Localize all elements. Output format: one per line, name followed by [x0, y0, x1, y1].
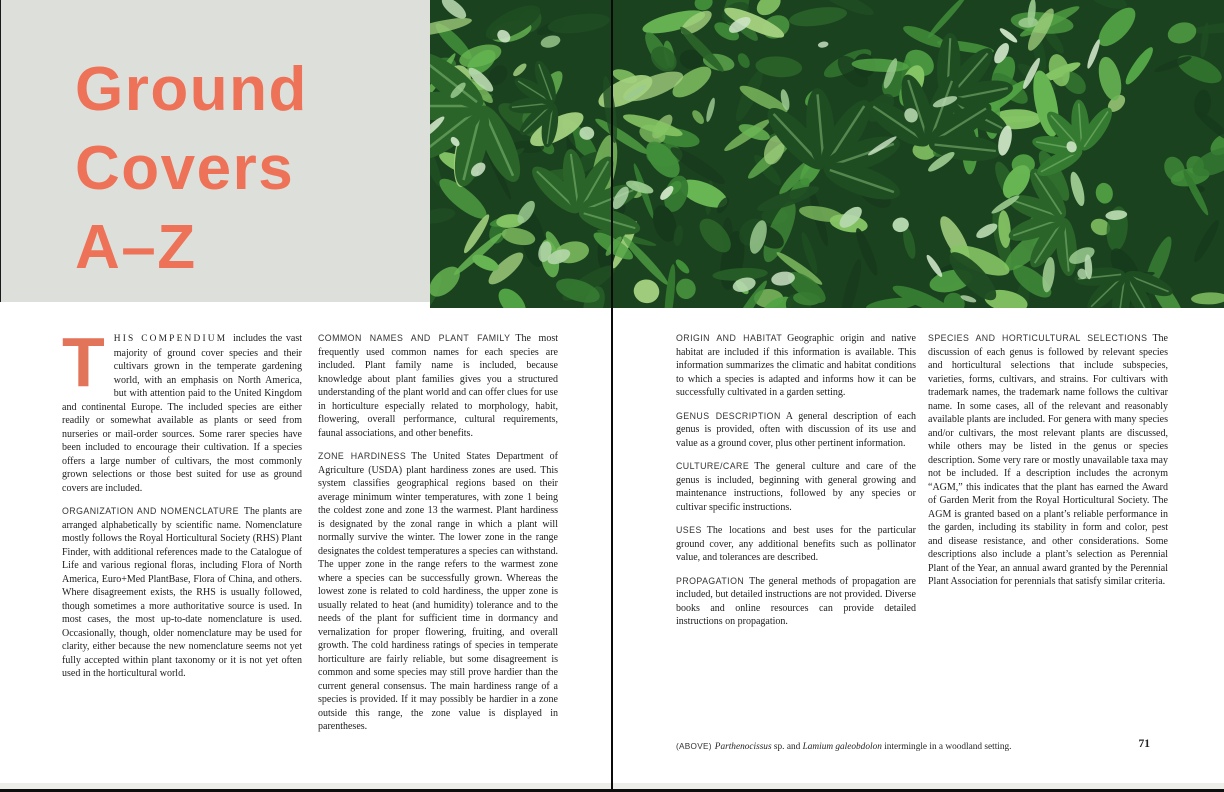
text-column-3 [676, 332, 916, 629]
section-heading: ORIGIN AND HABITAT [676, 333, 783, 343]
foliage-photo-art [430, 0, 1224, 308]
section-species-selections [928, 332, 1168, 589]
section-origin-habitat [676, 332, 916, 400]
intro-body: includes the vast majority of ground cover species and their cultivars grown in the temperate gardening world, with an emphasis on North America, but with attention paid to the United Kingdom and continental Europe. The included species are either readily or somewhat available as plants or seed from nurseries or mail-order sources. Some rarer species have been included to encourage their cultivation. If a species offers a large number of cultivars, the most commonly grown selections or those best suited for use as ground covers are included. [62, 333, 302, 494]
section-culture-care [676, 460, 916, 514]
foliage-photo [430, 0, 1224, 308]
caption-species-1: Parthenocissus [714, 742, 772, 752]
chapter-title-line-2: Covers [75, 134, 295, 203]
chapter-title-line-3: A–Z [75, 213, 197, 282]
section-heading: ZONE HARDINESS [318, 451, 407, 461]
section-propagation [676, 575, 916, 629]
caption-label: (ABOVE) [676, 742, 712, 751]
section-heading: ORGANIZATION AND NOMENCLATURE [62, 506, 239, 516]
section-organization [62, 505, 302, 681]
drop-cap: T [62, 323, 105, 401]
text-column-2 [318, 332, 558, 734]
title-panel [0, 0, 431, 302]
page-gutter-line [611, 0, 613, 789]
photo-caption [676, 741, 1106, 753]
chapter-title-line-1: Ground [75, 55, 308, 124]
section-body: A general description of each genus is provided, often with discussion of its use and value as a ground cover, plus other pertinent information. [676, 410, 916, 449]
section-heading: CULTURE/CARE [676, 461, 750, 471]
section-body: The discussion of each genus is followed by relevant species and horticultural selections that include subspecies, varieties, forms, cultivars, and strains. For cultivars with trademark names, the trademark name follows the cultivar name. In some cases, all of the relevant and reasonably available plants are included. For genera with many species and/or cultivars, the most relevant plants are discussed, while others may be listed in the genus or species description. Some very rare or mostly unavailable taxa may not be included. If a description includes the acronym “AGM,” this indicates that the plant has earned the Award of Garden Merit from the Royal Horticultural Society. The AGM is granted based on a plant’s reliable performance in the garden, including its stability in form and color, pest and disease resistance, and other considerations. Some descriptions also include a plant’s selection as Perennial Plant of the Year, an annual award granted by the Perennial Plant Association for perennials that satisfy similar criteria. [928, 333, 1168, 587]
section-body: The plants are arranged alphabetically by scientific name. Nomenclature mostly follows the Royal Horticultural Society (RHS) Plant Finder, with additional references made to the Catalogue of Life and various regional floras, including Flora of North America, Euro+Med PlantBase, Flora of China, and others. Where disagreement exists, the RHS is usually followed, though sometimes a more authoritative source is used. In most cases, the most up-to-date nomenclature is used. Occasionally, though, older nomenclature may be used for clarity, either because the new nomenclature seems not yet fully accepted within plant taxonomy or it is not yet often used in the horticultural world. [62, 506, 302, 679]
text-column-1 [62, 323, 302, 681]
section-common-names [318, 332, 558, 440]
section-heading: GENUS DESCRIPTION [676, 410, 781, 421]
section-body: The locations and best uses for the particular ground cover, any additional benefits such as pollinator value, and tolerances are described. [676, 525, 916, 563]
section-heading: USES [676, 525, 702, 535]
intro-paragraph [62, 323, 302, 495]
section-heading: COMMON NAMES AND PLANT FAMILY [318, 333, 511, 343]
caption-species-2: Lamium galeobdolon [802, 742, 882, 752]
chapter-title [75, 50, 308, 287]
text-column-4 [928, 332, 1168, 589]
section-zone-hardiness [318, 450, 558, 734]
section-heading: PROPAGATION [676, 575, 745, 586]
caption-mid: sp. and [771, 742, 803, 752]
caption-tail: intermingle in a woodland setting. [881, 742, 1012, 752]
section-heading: SPECIES AND HORTICULTURAL SELECTIONS [928, 333, 1148, 343]
section-body: The United States Department of Agriculture (USDA) plant hardiness zones are used. This system classifies geographical regions based on their average minimum winter temperatures, with zone 1 being the coldest zone and zone 13 the warmest. Plant hardiness is designated by the zonal range in which a plant will normally survive the winter. The lower zone in the range designates the coldest temperatures a species can withstand. The upper zone in the range refers to the warmest zone where a species can be successfully grown. Whereas the lowest zone is related to cold hardiness, the upper zone is usually related to heat (and humidity) tolerance and to the needs of the plant for sufficient time in dormancy and vernalization for proper flowering, fruiting, and overall growth. The cold hardiness ratings of species in temperate horticulture are fairly reliable, but some disagreement is common and some species may still prove hardier than the current general consensus. The main hardiness range of a species is provided. If it may possibly be hardier in a zone outside this range, the zone value is displayed in parentheses. [318, 451, 558, 732]
section-genus-description [676, 410, 916, 451]
page-number: 71 [1138, 738, 1150, 750]
section-body: The general methods of propagation are included, but detailed instructions are not provided. Diverse books and online resources can provide detailed instructions on propagation. [676, 575, 916, 627]
section-uses [676, 524, 916, 565]
intro-lead-in: HIS COMPENDIUM [113, 334, 228, 344]
section-body: The most frequently used common names for each species are included. Plant family name is included, because knowledge about plant families gives you a structured understanding of the plant world and can offer clues for use in horticulture especially related to morphology, habit, flowering, overall performance, cultural requirements, faunal associations, and other benefits. [318, 333, 559, 439]
section-body: The general culture and care of the genus is included, beginning with general growing and maintenance instructions, followed by any species or cultivar specific instructions. [676, 461, 916, 513]
section-body: Geographic origin and native habitat are included if this information is available. This information summarizes the climatic and habitat conditions to which a species is adapted and informs how it can be successfully cultivated in a garden setting. [676, 333, 916, 398]
